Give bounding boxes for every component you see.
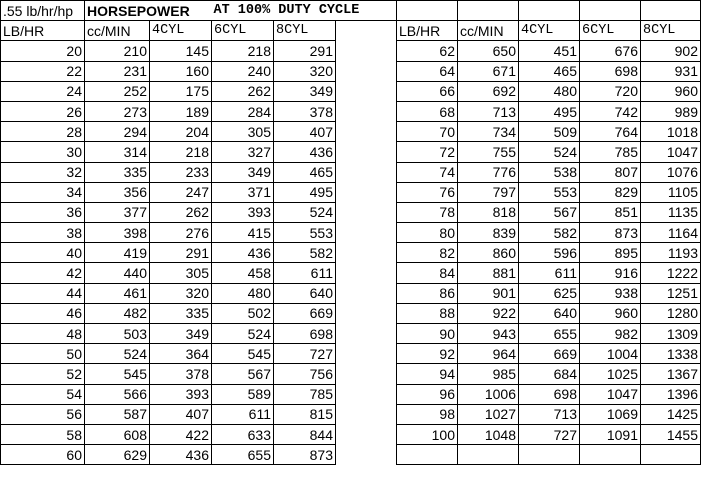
cell-left-ccmin[interactable]: 294 [85,122,150,142]
spacer-cell[interactable] [336,162,397,182]
header-8cyl-left[interactable]: 8CYL [274,21,336,41]
cell-left-8cyl[interactable]: 669 [274,303,336,323]
cell-left-8cyl[interactable]: 640 [274,283,336,303]
cell-left-8cyl[interactable]: 785 [274,384,336,404]
cell-right-8cyl[interactable]: 1047 [641,142,701,162]
cell-right-8cyl[interactable]: 1164 [641,223,701,243]
cell-right-ccmin[interactable]: 860 [458,243,519,263]
cell-right-6cyl[interactable]: 676 [580,41,641,61]
cell-right-6cyl[interactable]: 895 [580,243,641,263]
cell-left-8cyl[interactable]: 611 [274,263,336,283]
cell-left-6cyl[interactable]: 284 [212,101,274,121]
cell-left-8cyl[interactable]: 291 [274,41,336,61]
cell-left-4cyl[interactable]: 349 [150,324,212,344]
cell-left-ccmin[interactable]: 398 [85,223,150,243]
cell-right-6cyl[interactable]: 698 [580,61,641,81]
cell-right-ccmin[interactable]: 964 [458,344,519,364]
cell-right-4cyl[interactable]: 480 [519,81,580,101]
cell-left-6cyl[interactable]: 589 [212,384,274,404]
table-row [1,61,701,81]
cell-right-lbhr[interactable]: 76 [397,182,458,202]
header-ccmin-left[interactable]: cc/MIN [85,21,150,41]
cell-right-4cyl[interactable]: 640 [519,303,580,323]
spacer-cell[interactable] [336,324,397,344]
cell-right-ccmin[interactable]: 692 [458,81,519,101]
cell-right-6cyl[interactable]: 829 [580,182,641,202]
cell-right-4cyl[interactable]: 465 [519,61,580,81]
cell-right-ccmin[interactable]: 839 [458,223,519,243]
cell-right-8cyl[interactable]: 1076 [641,162,701,182]
header-lbhr-left[interactable]: LB/HR [1,21,85,41]
spacer-cell[interactable] [336,283,397,303]
cell-right-lbhr[interactable]: 66 [397,81,458,101]
cell-right-8cyl[interactable]: 960 [641,81,701,101]
cell-left-lbhr[interactable]: 52 [1,364,85,384]
cell-left-4cyl[interactable]: 305 [150,263,212,283]
cell-left-lbhr[interactable]: 36 [1,202,85,222]
cell-right-6cyl[interactable]: 1091 [580,424,641,444]
column-header-row [1,21,701,41]
cell-left-lbhr[interactable]: 28 [1,122,85,142]
table-row [1,202,701,222]
table-row [1,263,701,283]
title-cell-horsepower[interactable]: HORSEPOWER [85,1,212,21]
cell-left-4cyl[interactable]: 436 [150,445,212,465]
cell-right-4cyl[interactable]: 553 [519,182,580,202]
cell-left-ccmin[interactable]: 419 [85,243,150,263]
cell-right-ccmin[interactable]: 881 [458,263,519,283]
cell-right-4cyl[interactable]: 698 [519,384,580,404]
cell-left-lbhr[interactable]: 42 [1,263,85,283]
cell-left-lbhr[interactable]: 56 [1,404,85,424]
cell-left-lbhr[interactable]: 38 [1,223,85,243]
cell-left-4cyl[interactable]: 218 [150,142,212,162]
cell-left-lbhr[interactable]: 30 [1,142,85,162]
cell-right-4cyl[interactable]: 582 [519,223,580,243]
table-row [1,122,701,142]
cell-left-8cyl[interactable]: 553 [274,223,336,243]
cell-right-8cyl[interactable]: 1425 [641,404,701,424]
cell-left-6cyl[interactable]: 349 [212,162,274,182]
cell-right-8cyl[interactable] [641,445,701,465]
cell-left-ccmin[interactable]: 377 [85,202,150,222]
table-row [1,223,701,243]
cell-left-8cyl[interactable]: 320 [274,61,336,81]
cell-right-8cyl[interactable]: 1251 [641,283,701,303]
cell-right-lbhr[interactable]: 74 [397,162,458,182]
cell-right-8cyl[interactable]: 931 [641,61,701,81]
cell-right-lbhr[interactable]: 62 [397,41,458,61]
cell-right-ccmin[interactable]: 671 [458,61,519,81]
cell-left-6cyl[interactable]: 305 [212,122,274,142]
cell-left-ccmin[interactable]: 356 [85,182,150,202]
cell-right-4cyl[interactable]: 669 [519,344,580,364]
spacer-cell[interactable] [336,384,397,404]
cell-left-6cyl[interactable]: 502 [212,303,274,323]
spacer-cell[interactable] [336,101,397,121]
cell-left-ccmin[interactable]: 566 [85,384,150,404]
cell-left-lbhr[interactable]: 34 [1,182,85,202]
cell-left-ccmin[interactable]: 503 [85,324,150,344]
cell-left-ccmin[interactable]: 608 [85,424,150,444]
cell-left-4cyl[interactable]: 291 [150,243,212,263]
cell-left-ccmin[interactable]: 210 [85,41,150,61]
cell-right-lbhr[interactable]: 98 [397,404,458,424]
cell-right-lbhr[interactable]: 100 [397,424,458,444]
cell-left-ccmin[interactable]: 524 [85,344,150,364]
cell-right-4cyl[interactable]: 538 [519,162,580,182]
spacer-cell[interactable] [336,41,397,61]
cell-right-6cyl[interactable]: 982 [580,324,641,344]
cell-right-8cyl[interactable]: 1105 [641,182,701,202]
header-lbhr-right[interactable]: LB/HR [397,21,458,41]
cell-right-lbhr[interactable] [397,445,458,465]
cell-right-4cyl[interactable]: 684 [519,364,580,384]
cell-right-6cyl[interactable] [580,445,641,465]
cell-left-6cyl[interactable]: 611 [212,404,274,424]
header-4cyl-left[interactable]: 4CYL [150,21,212,41]
spacer-cell[interactable] [336,223,397,243]
cell-left-8cyl[interactable]: 524 [274,202,336,222]
cell-right-4cyl[interactable]: 727 [519,424,580,444]
cell-right-6cyl[interactable]: 1069 [580,404,641,424]
cell-left-4cyl[interactable]: 364 [150,344,212,364]
cell-left-4cyl[interactable]: 393 [150,384,212,404]
cell-left-8cyl[interactable]: 698 [274,324,336,344]
cell-right-lbhr[interactable]: 72 [397,142,458,162]
cell-right-8cyl[interactable]: 1193 [641,243,701,263]
cell-right-ccmin[interactable]: 755 [458,142,519,162]
cell-right-lbhr[interactable]: 92 [397,344,458,364]
cell-left-ccmin[interactable]: 231 [85,61,150,81]
spacer-cell[interactable] [336,81,397,101]
cell-right-lbhr[interactable]: 84 [397,263,458,283]
cell-left-4cyl[interactable]: 233 [150,162,212,182]
spacer-cell[interactable] [336,142,397,162]
header-4cyl-right[interactable]: 4CYL [519,21,580,41]
spacer-cell[interactable] [336,61,397,81]
cell-left-lbhr[interactable]: 58 [1,424,85,444]
cell-right-ccmin[interactable]: 985 [458,364,519,384]
cell-right-8cyl[interactable]: 1396 [641,384,701,404]
cell-left-lbhr[interactable]: 54 [1,384,85,404]
cell-left-6cyl[interactable]: 240 [212,61,274,81]
cell-left-8cyl[interactable]: 756 [274,364,336,384]
cell-right-8cyl[interactable]: 1280 [641,303,701,323]
cell-left-4cyl[interactable]: 422 [150,424,212,444]
spacer-cell[interactable] [336,364,397,384]
cell-left-6cyl[interactable]: 327 [212,142,274,162]
cell-right-8cyl[interactable]: 1338 [641,344,701,364]
cell-right-6cyl[interactable]: 1025 [580,364,641,384]
spacer-cell[interactable] [336,303,397,323]
cell-left-6cyl[interactable]: 218 [212,41,274,61]
cell-left-4cyl[interactable]: 335 [150,303,212,323]
cell-left-4cyl[interactable]: 204 [150,122,212,142]
cell-right-ccmin[interactable]: 1006 [458,384,519,404]
cell-left-4cyl[interactable]: 247 [150,182,212,202]
cell-right-6cyl[interactable]: 807 [580,162,641,182]
cell-right-ccmin[interactable]: 713 [458,101,519,121]
cell-left-lbhr[interactable]: 48 [1,324,85,344]
cell-left-6cyl[interactable]: 633 [212,424,274,444]
cell-left-6cyl[interactable]: 655 [212,445,274,465]
cell-left-ccmin[interactable]: 440 [85,263,150,283]
cell-right-6cyl[interactable]: 916 [580,263,641,283]
table-row [1,424,701,444]
spacer-cell[interactable] [336,21,397,41]
spacer-cell[interactable] [336,263,397,283]
table-row [1,283,701,303]
cell-right-4cyl[interactable]: 524 [519,142,580,162]
cell-right-lbhr[interactable]: 70 [397,122,458,142]
cell-left-lbhr[interactable]: 44 [1,283,85,303]
cell-left-ccmin[interactable]: 273 [85,101,150,121]
cell-right-4cyl[interactable] [519,445,580,465]
cell-left-8cyl[interactable]: 465 [274,162,336,182]
empty-cell[interactable] [519,1,580,21]
header-6cyl-right[interactable]: 6CYL [580,21,641,41]
cell-right-lbhr[interactable]: 78 [397,202,458,222]
cell-right-4cyl[interactable]: 451 [519,41,580,61]
cell-left-6cyl[interactable]: 458 [212,263,274,283]
cell-right-ccmin[interactable]: 650 [458,41,519,61]
cell-left-4cyl[interactable]: 407 [150,404,212,424]
cell-left-lbhr[interactable]: 32 [1,162,85,182]
cell-right-ccmin[interactable]: 922 [458,303,519,323]
cell-left-8cyl[interactable]: 349 [274,81,336,101]
cell-left-8cyl[interactable]: 495 [274,182,336,202]
cell-left-6cyl[interactable]: 393 [212,202,274,222]
cell-left-ccmin[interactable]: 314 [85,142,150,162]
cell-left-8cyl[interactable]: 844 [274,424,336,444]
cell-left-6cyl[interactable]: 262 [212,81,274,101]
empty-cell[interactable] [580,1,641,21]
cell-right-ccmin[interactable]: 901 [458,283,519,303]
cell-left-lbhr[interactable]: 60 [1,445,85,465]
spacer-cell[interactable] [336,182,397,202]
table-row [1,303,701,323]
cell-right-8cyl[interactable]: 902 [641,41,701,61]
cell-left-lbhr[interactable]: 46 [1,303,85,323]
cell-left-ccmin[interactable]: 335 [85,162,150,182]
spacer-cell[interactable] [336,202,397,222]
cell-left-8cyl[interactable]: 727 [274,344,336,364]
cell-left-8cyl[interactable]: 378 [274,101,336,121]
header-6cyl-left[interactable]: 6CYL [212,21,274,41]
cell-left-6cyl[interactable]: 415 [212,223,274,243]
cell-right-ccmin[interactable] [458,445,519,465]
empty-cell[interactable] [397,1,458,21]
cell-left-4cyl[interactable]: 189 [150,101,212,121]
spacer-cell[interactable] [336,344,397,364]
rate-cell[interactable]: .55 lb/hr/hp [1,1,85,21]
cell-right-8cyl[interactable]: 1135 [641,202,701,222]
table-body [1,1,701,465]
cell-right-8cyl[interactable]: 1455 [641,424,701,444]
table-row [1,404,701,424]
cell-right-6cyl[interactable]: 764 [580,122,641,142]
table-row [1,324,701,344]
cell-left-8cyl[interactable]: 815 [274,404,336,424]
cell-right-6cyl[interactable]: 960 [580,303,641,323]
cell-right-lbhr[interactable]: 82 [397,243,458,263]
cell-left-lbhr[interactable]: 26 [1,101,85,121]
cell-left-6cyl[interactable]: 480 [212,283,274,303]
title-cell-duty-cycle[interactable]: AT 100% DUTY CYCLE [212,1,397,21]
header-8cyl-right[interactable]: 8CYL [641,21,701,41]
cell-right-6cyl[interactable]: 851 [580,202,641,222]
cell-right-4cyl[interactable]: 509 [519,122,580,142]
cell-left-ccmin[interactable]: 545 [85,364,150,384]
cell-right-lbhr[interactable]: 88 [397,303,458,323]
cell-right-lbhr[interactable]: 96 [397,384,458,404]
header-ccmin-right[interactable]: cc/MIN [458,21,519,41]
empty-cell[interactable] [458,1,519,21]
cell-right-lbhr[interactable]: 64 [397,61,458,81]
cell-left-ccmin[interactable]: 587 [85,404,150,424]
cell-right-6cyl[interactable]: 720 [580,81,641,101]
cell-left-ccmin[interactable]: 252 [85,81,150,101]
table-row [1,243,701,263]
cell-right-6cyl[interactable]: 785 [580,142,641,162]
cell-left-6cyl[interactable]: 567 [212,364,274,384]
cell-right-lbhr[interactable]: 94 [397,364,458,384]
cell-left-8cyl[interactable]: 582 [274,243,336,263]
cell-left-4cyl[interactable]: 320 [150,283,212,303]
cell-right-lbhr[interactable]: 80 [397,223,458,243]
cell-right-lbhr[interactable]: 86 [397,283,458,303]
cell-right-8cyl[interactable]: 1367 [641,364,701,384]
spacer-cell[interactable] [336,424,397,444]
table-row [1,162,701,182]
table-row [1,364,701,384]
cell-right-ccmin[interactable]: 797 [458,182,519,202]
title-row [1,1,701,21]
cell-right-6cyl[interactable]: 873 [580,223,641,243]
cell-right-6cyl[interactable]: 938 [580,283,641,303]
cell-left-lbhr[interactable]: 20 [1,41,85,61]
cell-left-lbhr[interactable]: 50 [1,344,85,364]
cell-right-lbhr[interactable]: 68 [397,101,458,121]
cell-right-8cyl[interactable]: 989 [641,101,701,121]
table-row [1,81,701,101]
table-row [1,41,701,61]
table-row [1,344,701,364]
cell-right-4cyl[interactable]: 567 [519,202,580,222]
cell-right-4cyl[interactable]: 713 [519,404,580,424]
cell-left-4cyl[interactable]: 175 [150,81,212,101]
cell-left-8cyl[interactable]: 436 [274,142,336,162]
spacer-cell[interactable] [336,445,397,465]
cell-left-8cyl[interactable]: 873 [274,445,336,465]
cell-right-8cyl[interactable]: 1222 [641,263,701,283]
cell-right-4cyl[interactable]: 611 [519,263,580,283]
cell-right-6cyl[interactable]: 1004 [580,344,641,364]
cell-left-lbhr[interactable]: 22 [1,61,85,81]
cell-right-ccmin[interactable]: 943 [458,324,519,344]
cell-right-lbhr[interactable]: 90 [397,324,458,344]
table-row [1,384,701,404]
cell-left-4cyl[interactable]: 276 [150,223,212,243]
cell-left-6cyl[interactable]: 524 [212,324,274,344]
cell-right-6cyl[interactable]: 742 [580,101,641,121]
spacer-cell[interactable] [336,122,397,142]
cell-right-8cyl[interactable]: 1309 [641,324,701,344]
empty-cell[interactable] [641,1,701,21]
cell-right-ccmin[interactable]: 1027 [458,404,519,424]
spacer-cell[interactable] [336,243,397,263]
table-row [1,101,701,121]
cell-right-6cyl[interactable]: 1047 [580,384,641,404]
cell-right-4cyl[interactable]: 596 [519,243,580,263]
cell-left-4cyl[interactable]: 160 [150,61,212,81]
cell-left-4cyl[interactable]: 145 [150,41,212,61]
cell-right-4cyl[interactable]: 495 [519,101,580,121]
table-row [1,445,701,465]
cell-right-ccmin[interactable]: 776 [458,162,519,182]
cell-right-ccmin[interactable]: 734 [458,122,519,142]
cell-right-8cyl[interactable]: 1018 [641,122,701,142]
cell-left-ccmin[interactable]: 461 [85,283,150,303]
cell-left-ccmin[interactable]: 482 [85,303,150,323]
cell-left-lbhr[interactable]: 24 [1,81,85,101]
table-row [1,182,701,202]
cell-left-6cyl[interactable]: 436 [212,243,274,263]
cell-right-4cyl[interactable]: 655 [519,324,580,344]
cell-right-4cyl[interactable]: 625 [519,283,580,303]
cell-left-4cyl[interactable]: 378 [150,364,212,384]
cell-left-lbhr[interactable]: 40 [1,243,85,263]
cell-left-8cyl[interactable]: 407 [274,122,336,142]
cell-left-6cyl[interactable]: 545 [212,344,274,364]
cell-left-ccmin[interactable]: 629 [85,445,150,465]
table-row [1,142,701,162]
spacer-cell[interactable] [336,404,397,424]
cell-right-ccmin[interactable]: 818 [458,202,519,222]
cell-left-4cyl[interactable]: 262 [150,202,212,222]
cell-left-6cyl[interactable]: 371 [212,182,274,202]
cell-right-ccmin[interactable]: 1048 [458,424,519,444]
